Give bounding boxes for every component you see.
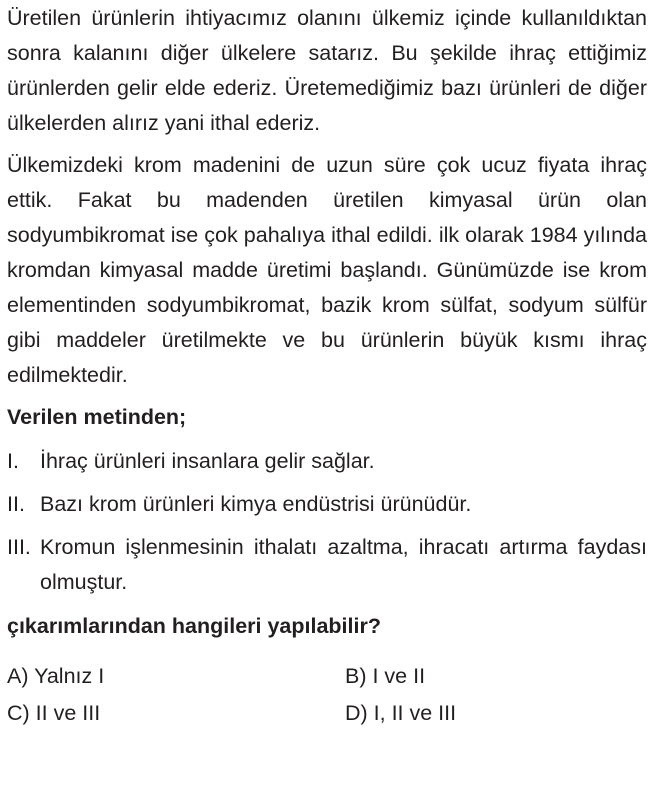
question-prompt: çıkarımlarından hangileri yapılabilir?	[7, 614, 381, 638]
statement-3	[7, 530, 647, 600]
statement-1	[7, 444, 647, 479]
statement-text: Kromun işlenmesinin ithalatı azaltma, ihracatı artırma faydası olmuştur.	[40, 535, 647, 594]
passage-paragraph-1: Üretilen ürünlerin ihtiyacımız olanını ülkemiz içinde kullanıldıktan sonra kalanını diğer ülkelere satarız. Bu şekilde ihraç ettiğimiz ürünlerden gelir elde ederiz. Üretemediğimiz bazı ürünleri de diğer ülkelerden alırız yani ithal ederiz.	[7, 6, 647, 135]
answer-options	[7, 659, 647, 731]
statement-text: Bazı krom ürünleri kimya endüstrisi ürünüdür.	[40, 492, 472, 516]
statement-2	[7, 487, 647, 522]
option-c[interactable]: C) II ve III	[7, 701, 101, 725]
option-b[interactable]: B) I ve II	[345, 664, 426, 688]
statement-number: I.	[7, 449, 19, 473]
statement-number: II.	[7, 492, 25, 516]
statement-number: III.	[7, 535, 31, 559]
statements-heading: Verilen metinden;	[7, 405, 187, 429]
option-d[interactable]: D) I, II ve III	[345, 701, 457, 725]
statement-text: İhraç ürünleri insanlara gelir sağlar.	[40, 449, 375, 473]
option-a[interactable]: A) Yalnız I	[7, 664, 105, 688]
passage-paragraph-2: Ülkemizdeki krom madenini de uzun süre çok ucuz fiyata ihraç ettik. Fakat bu madenden üretilen kimyasal ürün olan sodyumbikromat ise çok pahalıya ithal edildi. ilk olarak 1984 yılında kromdan kimyasal madde üretimi başlandı. Günümüzde ise krom elementinden sodyumbikromat, bazik krom sülfat, sodyum sülfür gibi maddeler üretilmekte ve bu ürünlerin büyük kısmı ihraç edilmektedir.	[7, 153, 647, 387]
